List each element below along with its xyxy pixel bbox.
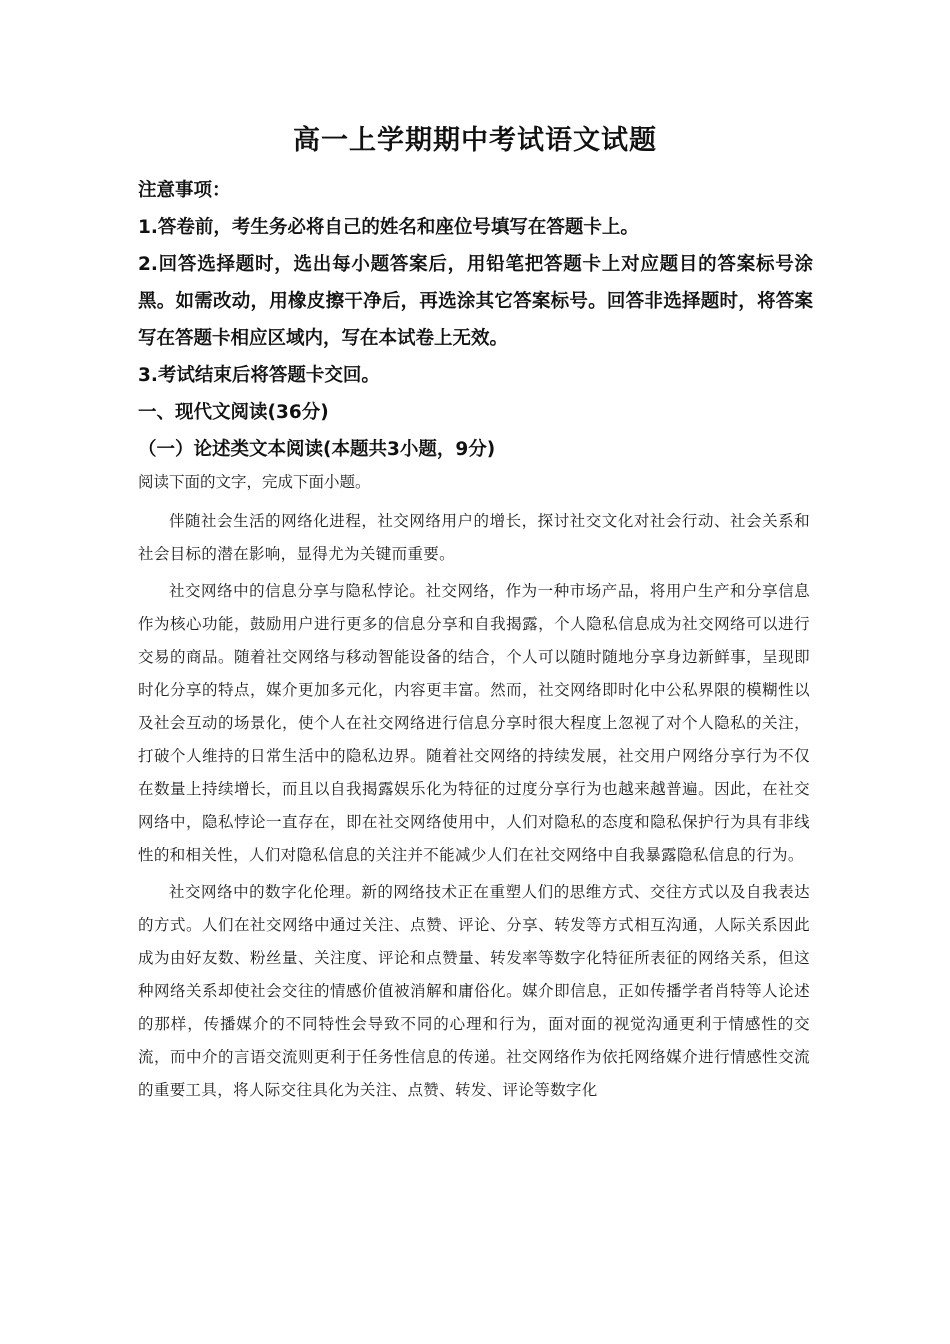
reading-instruction: 阅读下面的文字，完成下面小题。 (138, 473, 371, 491)
notice-block (138, 172, 813, 468)
passage-paragraph-2: 社交网络中的信息分享与隐私悖论。社交网络，作为一种市场产品，将用户生产和分享信息作为核心功能，鼓励用户进行更多的信息分享和自我揭露，个人隐私信息成为社交网络可以进行交易的商品。随着社交网络与移动智能设备的结合，个人可以随时随地分享身边新鲜事，呈现即时化分享的特点，媒介更加多元化，内容更丰富。然而，社交网络即时化中公私界限的模糊性以及社会互动的场景化，使个人在社交网络进行信息分享时很大程度上忽视了对个人隐私的关注，打破个人维持的日常生活中的隐私边界。随着社交网络的持续发展，社交用户网络分享行为不仅在数量上持续增长，而且以自我揭露娱乐化为特征的过度分享行为也越来越普遍。因此，在社交网络中，隐私悖论一直存在，即在社交网络使用中，人们对隐私的态度和隐私保护行为具有非线性的和相关性，人们对隐私信息的关注并不能减少人们在社交网络中自我暴露隐私信息的行为。 (138, 582, 810, 864)
notice-heading: 注意事项： (138, 180, 231, 201)
passage-paragraph-1: 伴随社会生活的网络化进程，社交网络用户的增长，探讨社交文化对社会行动、社会关系和社会目标的潜在影响，显得尤为关键而重要。 (138, 512, 810, 563)
notice-item-2: 2.回答选择题时，选出每小题答案后，用铅笔把答题卡上对应题目的答案标号涂黑。如需改动，用橡皮擦干净后，再选涂其它答案标号。回答非选择题时，将答案写在答题卡相应区域内，写在本试卷上无效。 (138, 254, 813, 349)
passage-paragraph-3: 社交网络中的数字化伦理。新的网络技术正在重塑人们的思维方式、交往方式以及自我表达的方式。人们在社交网络中通过关注、点赞、评论、分享、转发等方式相互沟通，人际关系因此成为由好友数、粉丝量、关注度、评论和点赞量、转发率等数字化特征所表征的网络关系，但这种网络关系却使社会交往的情感价值被消解和庸俗化。媒介即信息，正如传播学者肖特等人论述的那样，传播媒介的不同特性会导致不同的心理和行为，面对面的视觉沟通更利于情感性的交流，而中介的言语交流则更利于任务性信息的传递。社交网络作为依托网络媒介进行情感性交流的重要工具，将人际交往具化为关注、点赞、转发、评论等数字化 (138, 883, 810, 1099)
page-title: 高一上学期期中考试语文试题 (293, 125, 657, 156)
section-heading: 一、现代文阅读(36分) (138, 402, 329, 423)
subsection-heading: （一）论述类文本阅读(本题共3小题，9分) (138, 439, 496, 460)
reading-passage (138, 466, 810, 1111)
notice-item-1: 1.答卷前，考生务必将自己的姓名和座位号填写在答题卡上。 (138, 217, 639, 238)
notice-item-3: 3.考试结束后将答题卡交回。 (138, 365, 380, 386)
